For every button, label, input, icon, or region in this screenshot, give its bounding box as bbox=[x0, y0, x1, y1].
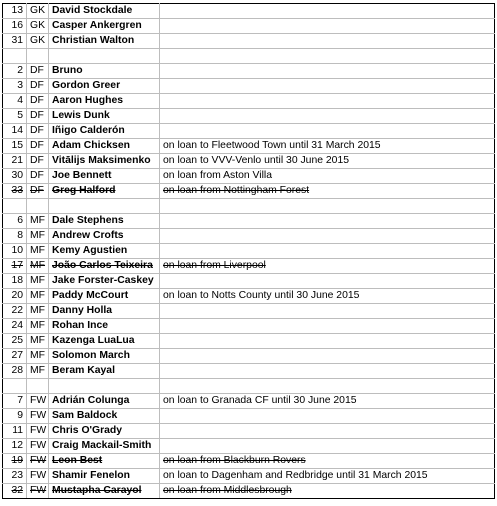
loan-note-cell[interactable] bbox=[160, 49, 495, 64]
table-row bbox=[3, 49, 495, 64]
player-name-cell[interactable]: Craig Mackail-Smith bbox=[49, 439, 160, 454]
loan-note-cell[interactable]: on loan from Middlesbrough bbox=[160, 484, 495, 499]
player-name-cell[interactable]: Joe Bennett bbox=[49, 169, 160, 184]
table-row bbox=[3, 244, 495, 259]
player-name-cell[interactable]: Kazenga LuaLua bbox=[49, 334, 160, 349]
squad-number-cell[interactable]: 12 bbox=[3, 439, 27, 454]
table-row bbox=[3, 334, 495, 349]
table-row bbox=[3, 439, 495, 454]
position-cell[interactable]: MF bbox=[27, 364, 49, 379]
squad-number-cell[interactable]: 8 bbox=[3, 229, 27, 244]
squad-number-cell[interactable]: 22 bbox=[3, 304, 27, 319]
squad-number-cell[interactable]: 28 bbox=[3, 364, 27, 379]
loan-note-cell[interactable] bbox=[160, 64, 495, 79]
loan-note-cell[interactable] bbox=[160, 34, 495, 49]
player-name-cell[interactable]: Beram Kayal bbox=[49, 364, 160, 379]
table-row bbox=[3, 259, 495, 274]
player-name-cell[interactable]: Mustapha Carayol bbox=[49, 484, 160, 499]
loan-note-cell[interactable] bbox=[160, 199, 495, 214]
position-cell[interactable]: FW bbox=[27, 439, 49, 454]
table-row bbox=[3, 79, 495, 94]
squad-number-cell[interactable]: 4 bbox=[3, 94, 27, 109]
loan-note-cell[interactable] bbox=[160, 94, 495, 109]
loan-note-cell[interactable] bbox=[160, 214, 495, 229]
loan-note-cell[interactable] bbox=[160, 319, 495, 334]
loan-note-cell[interactable]: on loan from Blackburn Rovers bbox=[160, 454, 495, 469]
player-name-cell[interactable]: Paddy McCourt bbox=[49, 289, 160, 304]
loan-note-cell[interactable] bbox=[160, 4, 495, 19]
loan-note-cell[interactable] bbox=[160, 274, 495, 289]
position-cell[interactable]: GK bbox=[27, 34, 49, 49]
position-cell[interactable]: DF bbox=[27, 154, 49, 169]
position-cell[interactable]: FW bbox=[27, 409, 49, 424]
table-row bbox=[3, 454, 495, 469]
position-cell[interactable]: GK bbox=[27, 4, 49, 19]
squad-number-cell[interactable]: 24 bbox=[3, 319, 27, 334]
table-row bbox=[3, 424, 495, 439]
table-row bbox=[3, 169, 495, 184]
position-cell[interactable]: DF bbox=[27, 79, 49, 94]
player-name-cell[interactable]: Casper Ankergren bbox=[49, 19, 160, 34]
position-cell[interactable]: DF bbox=[27, 184, 49, 199]
position-cell[interactable]: DF bbox=[27, 109, 49, 124]
squad-number-cell[interactable]: 23 bbox=[3, 469, 27, 484]
loan-note-cell[interactable] bbox=[160, 79, 495, 94]
table-row bbox=[3, 124, 495, 139]
loan-note-cell[interactable] bbox=[160, 229, 495, 244]
position-cell[interactable]: GK bbox=[27, 19, 49, 34]
squad-number-cell[interactable]: 3 bbox=[3, 79, 27, 94]
position-cell[interactable]: MF bbox=[27, 289, 49, 304]
table-row bbox=[3, 484, 495, 499]
table-row bbox=[3, 409, 495, 424]
squad-number-cell[interactable]: 18 bbox=[3, 274, 27, 289]
player-name-cell[interactable]: David Stockdale bbox=[49, 4, 160, 19]
squad-number-cell[interactable]: 17 bbox=[3, 259, 27, 274]
position-cell[interactable]: MF bbox=[27, 349, 49, 364]
loan-note-cell[interactable]: on loan to Notts County until 30 June 2015 bbox=[160, 289, 495, 304]
table-row bbox=[3, 19, 495, 34]
table-row bbox=[3, 229, 495, 244]
squad-number-cell[interactable]: 27 bbox=[3, 349, 27, 364]
squad-number-cell[interactable]: 15 bbox=[3, 139, 27, 154]
squad-number-cell[interactable]: 10 bbox=[3, 244, 27, 259]
squad-number-cell[interactable]: 25 bbox=[3, 334, 27, 349]
squad-number-cell[interactable] bbox=[3, 379, 27, 394]
player-name-cell[interactable]: Solomon March bbox=[49, 349, 160, 364]
position-cell[interactable]: MF bbox=[27, 229, 49, 244]
squad-number-cell[interactable]: 19 bbox=[3, 454, 27, 469]
table-row bbox=[3, 304, 495, 319]
table-row bbox=[3, 214, 495, 229]
loan-note-cell[interactable] bbox=[160, 409, 495, 424]
loan-note-cell[interactable]: on loan from Liverpool bbox=[160, 259, 495, 274]
squad-number-cell[interactable]: 9 bbox=[3, 409, 27, 424]
position-cell[interactable] bbox=[27, 49, 49, 64]
player-name-cell[interactable]: Leon Best bbox=[49, 454, 160, 469]
table-row bbox=[3, 289, 495, 304]
squad-number-cell[interactable]: 6 bbox=[3, 214, 27, 229]
table-row bbox=[3, 64, 495, 79]
position-cell[interactable]: MF bbox=[27, 244, 49, 259]
loan-note-cell[interactable]: on loan to Fleetwood Town until 31 March 2015 bbox=[160, 139, 495, 154]
player-name-cell[interactable]: Aaron Hughes bbox=[49, 94, 160, 109]
player-name-cell[interactable]: Kemy Agustien bbox=[49, 244, 160, 259]
position-cell[interactable]: DF bbox=[27, 169, 49, 184]
squad-number-cell[interactable]: 11 bbox=[3, 424, 27, 439]
position-cell[interactable]: FW bbox=[27, 394, 49, 409]
player-name-cell[interactable]: Shamir Fenelon bbox=[49, 469, 160, 484]
player-name-cell[interactable]: Lewis Dunk bbox=[49, 109, 160, 124]
player-name-cell[interactable]: Jake Forster-Caskey bbox=[49, 274, 160, 289]
position-cell[interactable]: DF bbox=[27, 94, 49, 109]
player-name-cell[interactable]: Rohan Ince bbox=[49, 319, 160, 334]
position-cell[interactable]: DF bbox=[27, 124, 49, 139]
table-row bbox=[3, 139, 495, 154]
table-row bbox=[3, 184, 495, 199]
position-cell[interactable]: MF bbox=[27, 259, 49, 274]
table-row bbox=[3, 379, 495, 394]
squad-number-cell[interactable]: 32 bbox=[3, 484, 27, 499]
table-row bbox=[3, 319, 495, 334]
player-name-cell[interactable] bbox=[49, 49, 160, 64]
position-cell[interactable]: FW bbox=[27, 469, 49, 484]
table-row bbox=[3, 274, 495, 289]
position-cell[interactable]: MF bbox=[27, 304, 49, 319]
player-name-cell[interactable]: Adam Chicksen bbox=[49, 139, 160, 154]
player-name-cell[interactable]: Andrew Crofts bbox=[49, 229, 160, 244]
position-cell[interactable]: FW bbox=[27, 424, 49, 439]
loan-note-cell[interactable] bbox=[160, 304, 495, 319]
table-row bbox=[3, 349, 495, 364]
squad-number-cell[interactable]: 33 bbox=[3, 184, 27, 199]
player-name-cell[interactable]: Bruno bbox=[49, 64, 160, 79]
player-name-cell[interactable]: Dale Stephens bbox=[49, 214, 160, 229]
position-cell[interactable] bbox=[27, 199, 49, 214]
position-cell[interactable]: MF bbox=[27, 334, 49, 349]
position-cell[interactable]: FW bbox=[27, 484, 49, 499]
position-cell[interactable]: MF bbox=[27, 319, 49, 334]
squad-number-cell[interactable]: 7 bbox=[3, 394, 27, 409]
squad-number-cell[interactable]: 21 bbox=[3, 154, 27, 169]
squad-number-cell[interactable]: 5 bbox=[3, 109, 27, 124]
player-name-cell[interactable]: Chris O'Grady bbox=[49, 424, 160, 439]
table-row bbox=[3, 199, 495, 214]
player-name-cell[interactable]: Christian Walton bbox=[49, 34, 160, 49]
loan-note-cell[interactable] bbox=[160, 379, 495, 394]
position-cell[interactable]: FW bbox=[27, 454, 49, 469]
loan-note-cell[interactable]: on loan to Granada CF until 30 June 2015 bbox=[160, 394, 495, 409]
player-name-cell[interactable]: Gordon Greer bbox=[49, 79, 160, 94]
table-row bbox=[3, 4, 495, 19]
position-cell[interactable]: DF bbox=[27, 64, 49, 79]
squad-number-cell[interactable] bbox=[3, 49, 27, 64]
loan-note-cell[interactable] bbox=[160, 244, 495, 259]
table-row bbox=[3, 364, 495, 379]
player-name-cell[interactable]: Danny Holla bbox=[49, 304, 160, 319]
player-name-cell[interactable]: Sam Baldock bbox=[49, 409, 160, 424]
loan-note-cell[interactable] bbox=[160, 334, 495, 349]
table-row bbox=[3, 154, 495, 169]
position-cell[interactable]: DF bbox=[27, 139, 49, 154]
loan-note-cell[interactable] bbox=[160, 439, 495, 454]
loan-note-cell[interactable]: on loan from Aston Villa bbox=[160, 169, 495, 184]
position-cell[interactable]: MF bbox=[27, 274, 49, 289]
squad-number-cell[interactable]: 30 bbox=[3, 169, 27, 184]
loan-note-cell[interactable]: on loan to Dagenham and Redbridge until 31 March 2015 bbox=[160, 469, 495, 484]
table-row bbox=[3, 394, 495, 409]
squad-number-cell[interactable]: 16 bbox=[3, 19, 27, 34]
loan-note-cell[interactable] bbox=[160, 109, 495, 124]
player-name-cell[interactable] bbox=[49, 379, 160, 394]
loan-note-cell[interactable] bbox=[160, 124, 495, 139]
position-cell[interactable]: MF bbox=[27, 214, 49, 229]
player-name-cell[interactable]: Greg Halford bbox=[49, 184, 160, 199]
squad-number-cell[interactable]: 14 bbox=[3, 124, 27, 139]
table-row bbox=[3, 94, 495, 109]
player-name-cell[interactable]: Iñigo Calderón bbox=[49, 124, 160, 139]
squad-number-cell[interactable]: 2 bbox=[3, 64, 27, 79]
player-name-cell[interactable]: Adrián Colunga bbox=[49, 394, 160, 409]
table-row bbox=[3, 34, 495, 49]
loan-note-cell[interactable] bbox=[160, 364, 495, 379]
squad-number-cell[interactable] bbox=[3, 199, 27, 214]
loan-note-cell[interactable]: on loan to VVV-Venlo until 30 June 2015 bbox=[160, 154, 495, 169]
squad-number-cell[interactable]: 13 bbox=[3, 4, 27, 19]
position-cell[interactable] bbox=[27, 379, 49, 394]
player-name-cell[interactable]: João Carlos Teixeira bbox=[49, 259, 160, 274]
loan-note-cell[interactable] bbox=[160, 19, 495, 34]
squad-table-body bbox=[3, 4, 495, 499]
player-name-cell[interactable]: Vitālijs Maksimenko bbox=[49, 154, 160, 169]
loan-note-cell[interactable] bbox=[160, 424, 495, 439]
table-row bbox=[3, 469, 495, 484]
squad-number-cell[interactable]: 20 bbox=[3, 289, 27, 304]
player-name-cell[interactable] bbox=[49, 199, 160, 214]
loan-note-cell[interactable] bbox=[160, 349, 495, 364]
table-row bbox=[3, 109, 495, 124]
loan-note-cell[interactable]: on loan from Nottingham Forest bbox=[160, 184, 495, 199]
squad-spreadsheet bbox=[2, 3, 495, 499]
squad-number-cell[interactable]: 31 bbox=[3, 34, 27, 49]
